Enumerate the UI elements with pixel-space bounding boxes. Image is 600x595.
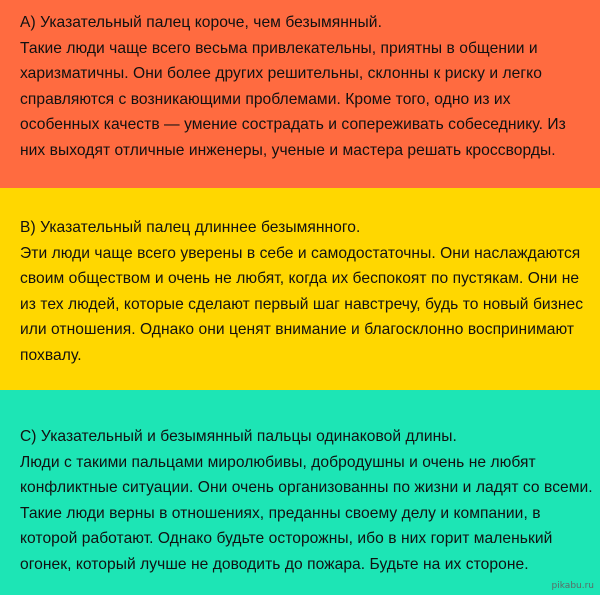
section-b-line-3: из тех людей, которые сделают первый шаг навстречу, будь то новый бизнес <box>20 295 584 313</box>
section-c-equal-fingers <box>0 390 600 595</box>
section-c-line-1: Люди с такими пальцами миролюбивы, добродушны и очень не любят <box>20 453 536 471</box>
section-b-line-2: своим обществом и очень не любят, когда их беспокоят по пустякам. Они не <box>20 270 580 288</box>
section-b-heading: B) Указательный палец длиннее безымянного. <box>20 219 361 236</box>
section-b-longer-index-finger <box>0 188 600 390</box>
section-a-line-2: харизматичны. Они более других решительны, склонны к риску и легко <box>20 65 542 83</box>
section-a-shorter-index-finger <box>0 0 600 188</box>
section-c-line-4: которой работают. Однако будьте осторожны, ибо в них горит маленький <box>20 530 553 548</box>
section-a-heading: A) Указательный палец короче, чем безымянный. <box>20 14 382 31</box>
section-c-heading: C) Указательный и безымянный пальцы одинаковой длины. <box>20 428 457 445</box>
section-b-line-1: Эти люди чаще всего уверены в себе и самодостаточны. Они наслаждаются <box>20 244 581 262</box>
section-b-line-4: или отношения. Однако они ценят внимание и благосклонно воспринимают <box>20 321 575 339</box>
site-watermark: pikabu.ru <box>551 581 594 591</box>
section-a-line-5: них выходят отличные инженеры, ученые и мастера решать кроссворды. <box>20 141 556 159</box>
section-c-line-3: Такие люди верны в отношениях, преданны своему делу и компании, в <box>20 504 541 522</box>
section-c-line-5: огонек, который лучше не доводить до пожара. Будьте на их стороне. <box>20 555 529 573</box>
section-a-line-3: справляются с возникающими проблемами. Кроме того, одно из их <box>20 90 511 108</box>
section-b-line-5: похвалу. <box>20 346 82 364</box>
section-a-line-4: особенных качеств — умение сострадать и сопереживать собеседнику. Из <box>20 116 566 134</box>
section-a-line-1: Такие люди чаще всего весьма привлекательны, приятны в общении и <box>20 39 538 57</box>
section-c-line-2: конфликтные ситуации. Они очень организованны по жизни и ладят со всеми. <box>20 479 593 497</box>
